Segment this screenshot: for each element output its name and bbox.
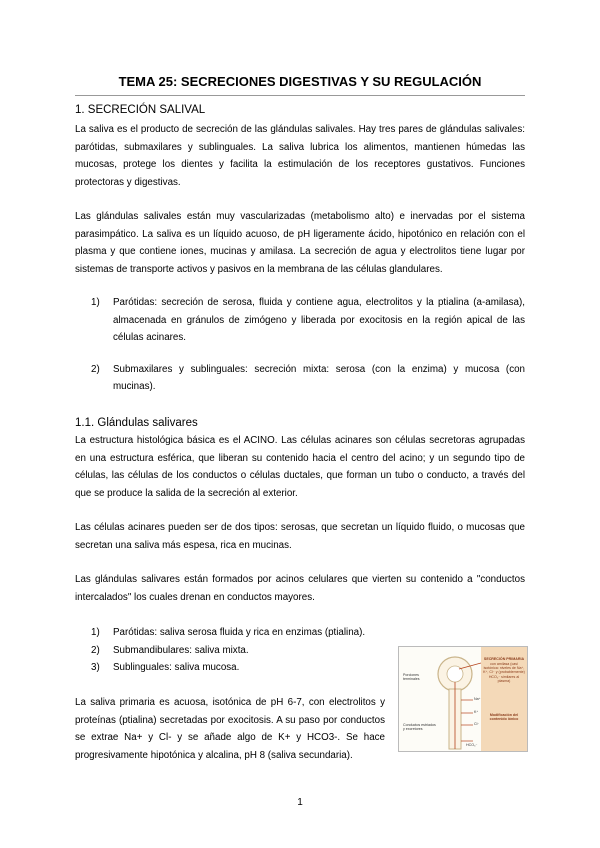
list-item: [91, 361, 525, 396]
list-text: Submaxilares y sublinguales: secreción mixta: serosa (con la enzima) y mucosa (con mucinas).: [113, 363, 525, 392]
page-number: 1: [297, 797, 303, 808]
paragraph-saliva-primaria: La saliva primaria es acuosa, isotónica de pH 6-7, con electrolitos y proteínas (ptialina) secretadas por exocitosis. A su paso por conductos se extrae Na+ y Cl- y se añade algo de K+ y HCO3-. Se hace progresivamente hipotónica y alcalina, pH 8 (saliva secundaria).: [75, 697, 385, 761]
label-terminal-portions: Porciones terminales: [403, 673, 420, 682]
label-na: Na⁺: [474, 697, 481, 701]
section-heading-secrecion-salival: 1. SECRECIÓN SALIVAL: [75, 104, 206, 116]
list-number: 1): [91, 627, 100, 638]
paragraph-saliva-intro: La saliva es el producto de secreción de las glándulas salivales. Hay tres pares de glándulas salivales: parótidas, submaxilares y sublinguales. La saliva lubrica los alimentos, mantienen húmedas las mucosas, protege los dientes y facilita la estimulación de los receptores gustativos. Funciones protectoras y digestivas.: [75, 124, 525, 188]
label-hco3: HCO₃⁻: [466, 743, 478, 747]
list-text: Parótidas: saliva serosa fluida y rica en enzimas (ptialina).: [113, 627, 366, 638]
list-tipos-secrecion: [91, 294, 525, 410]
list-item: [91, 294, 525, 347]
list-number: 3): [91, 662, 100, 673]
list-number: 2): [91, 644, 100, 656]
label-cl: Cl⁻: [474, 722, 480, 726]
paragraph-vascularizacion: Las glándulas salivales están muy vascularizadas (metabolismo alto) e inervadas por el sistema parasimpático. La saliva es un líquido acuoso, de pH ligeramente ácido, hipotónico en relación con el plasma y que contiene iones, mucinas y amilasa. La secreción de agua y electrolitos tiene lugar por sistemas de transporte activos y pasivos en la membrana de las células glandulares.: [75, 211, 525, 275]
page-title: TEMA 25: SECRECIONES DIGESTIVAS Y SU REGULACIÓN: [118, 74, 482, 89]
paragraph-conductos: Las glándulas salivares están formados por acinos celulares que vierten su contenido a "conductos intercalados" los cuales drenan en conductos mayores.: [75, 574, 525, 603]
list-number: 1): [91, 297, 100, 308]
list-text: Sublinguales: saliva mucosa.: [113, 662, 240, 673]
section-heading-glandulas-salivares: 1.1. Glándulas salivares: [75, 417, 198, 429]
list-text: Parótidas: secreción de serosa, fluida y contiene agua, electrolitos y la ptialina (a-amilasa), almacenada en gránulos de zimógeno y liberada por exocitosis en la región apical de las células acinares.: [113, 297, 525, 343]
title-rule: [75, 95, 525, 96]
label-modification: Modificación del contenido iónico: [489, 713, 519, 722]
label-primary-title: SECRECIÓN PRIMARIA: [483, 657, 525, 661]
label-ducts: Conductos estriados y excretores: [403, 723, 436, 732]
paragraph-celulas-acinares: Las células acinares pueden ser de dos tipos: serosas, que secretan un líquido fluido, o mucosas que secretan una saliva más espesa, rica en mucinas.: [75, 522, 525, 551]
list-number: 2): [91, 363, 100, 375]
salivary-gland-figure: [398, 646, 528, 752]
paragraph-acino: La estructura histológica básica es el ACINO. Las células acinares son células secretoras agrupadas en una estructura esférica, que liberan su contenido hacia el centro del acino; y un segundo tipo de células, las células de los conductos o células ductales, que forman un tubo o conducto, a través del que se produce la salida de la secreción al exterior.: [75, 435, 525, 499]
label-k: K⁺: [474, 710, 479, 714]
list-item: [91, 624, 525, 642]
label-primary-text: con amilasa (casi isotónica: niveles de Na⁺, K⁺, Cl⁻ y (probablemente) HCO₃⁻ similares al plasma): [483, 662, 525, 683]
list-text: Submandibulares: saliva mixta.: [113, 644, 249, 656]
